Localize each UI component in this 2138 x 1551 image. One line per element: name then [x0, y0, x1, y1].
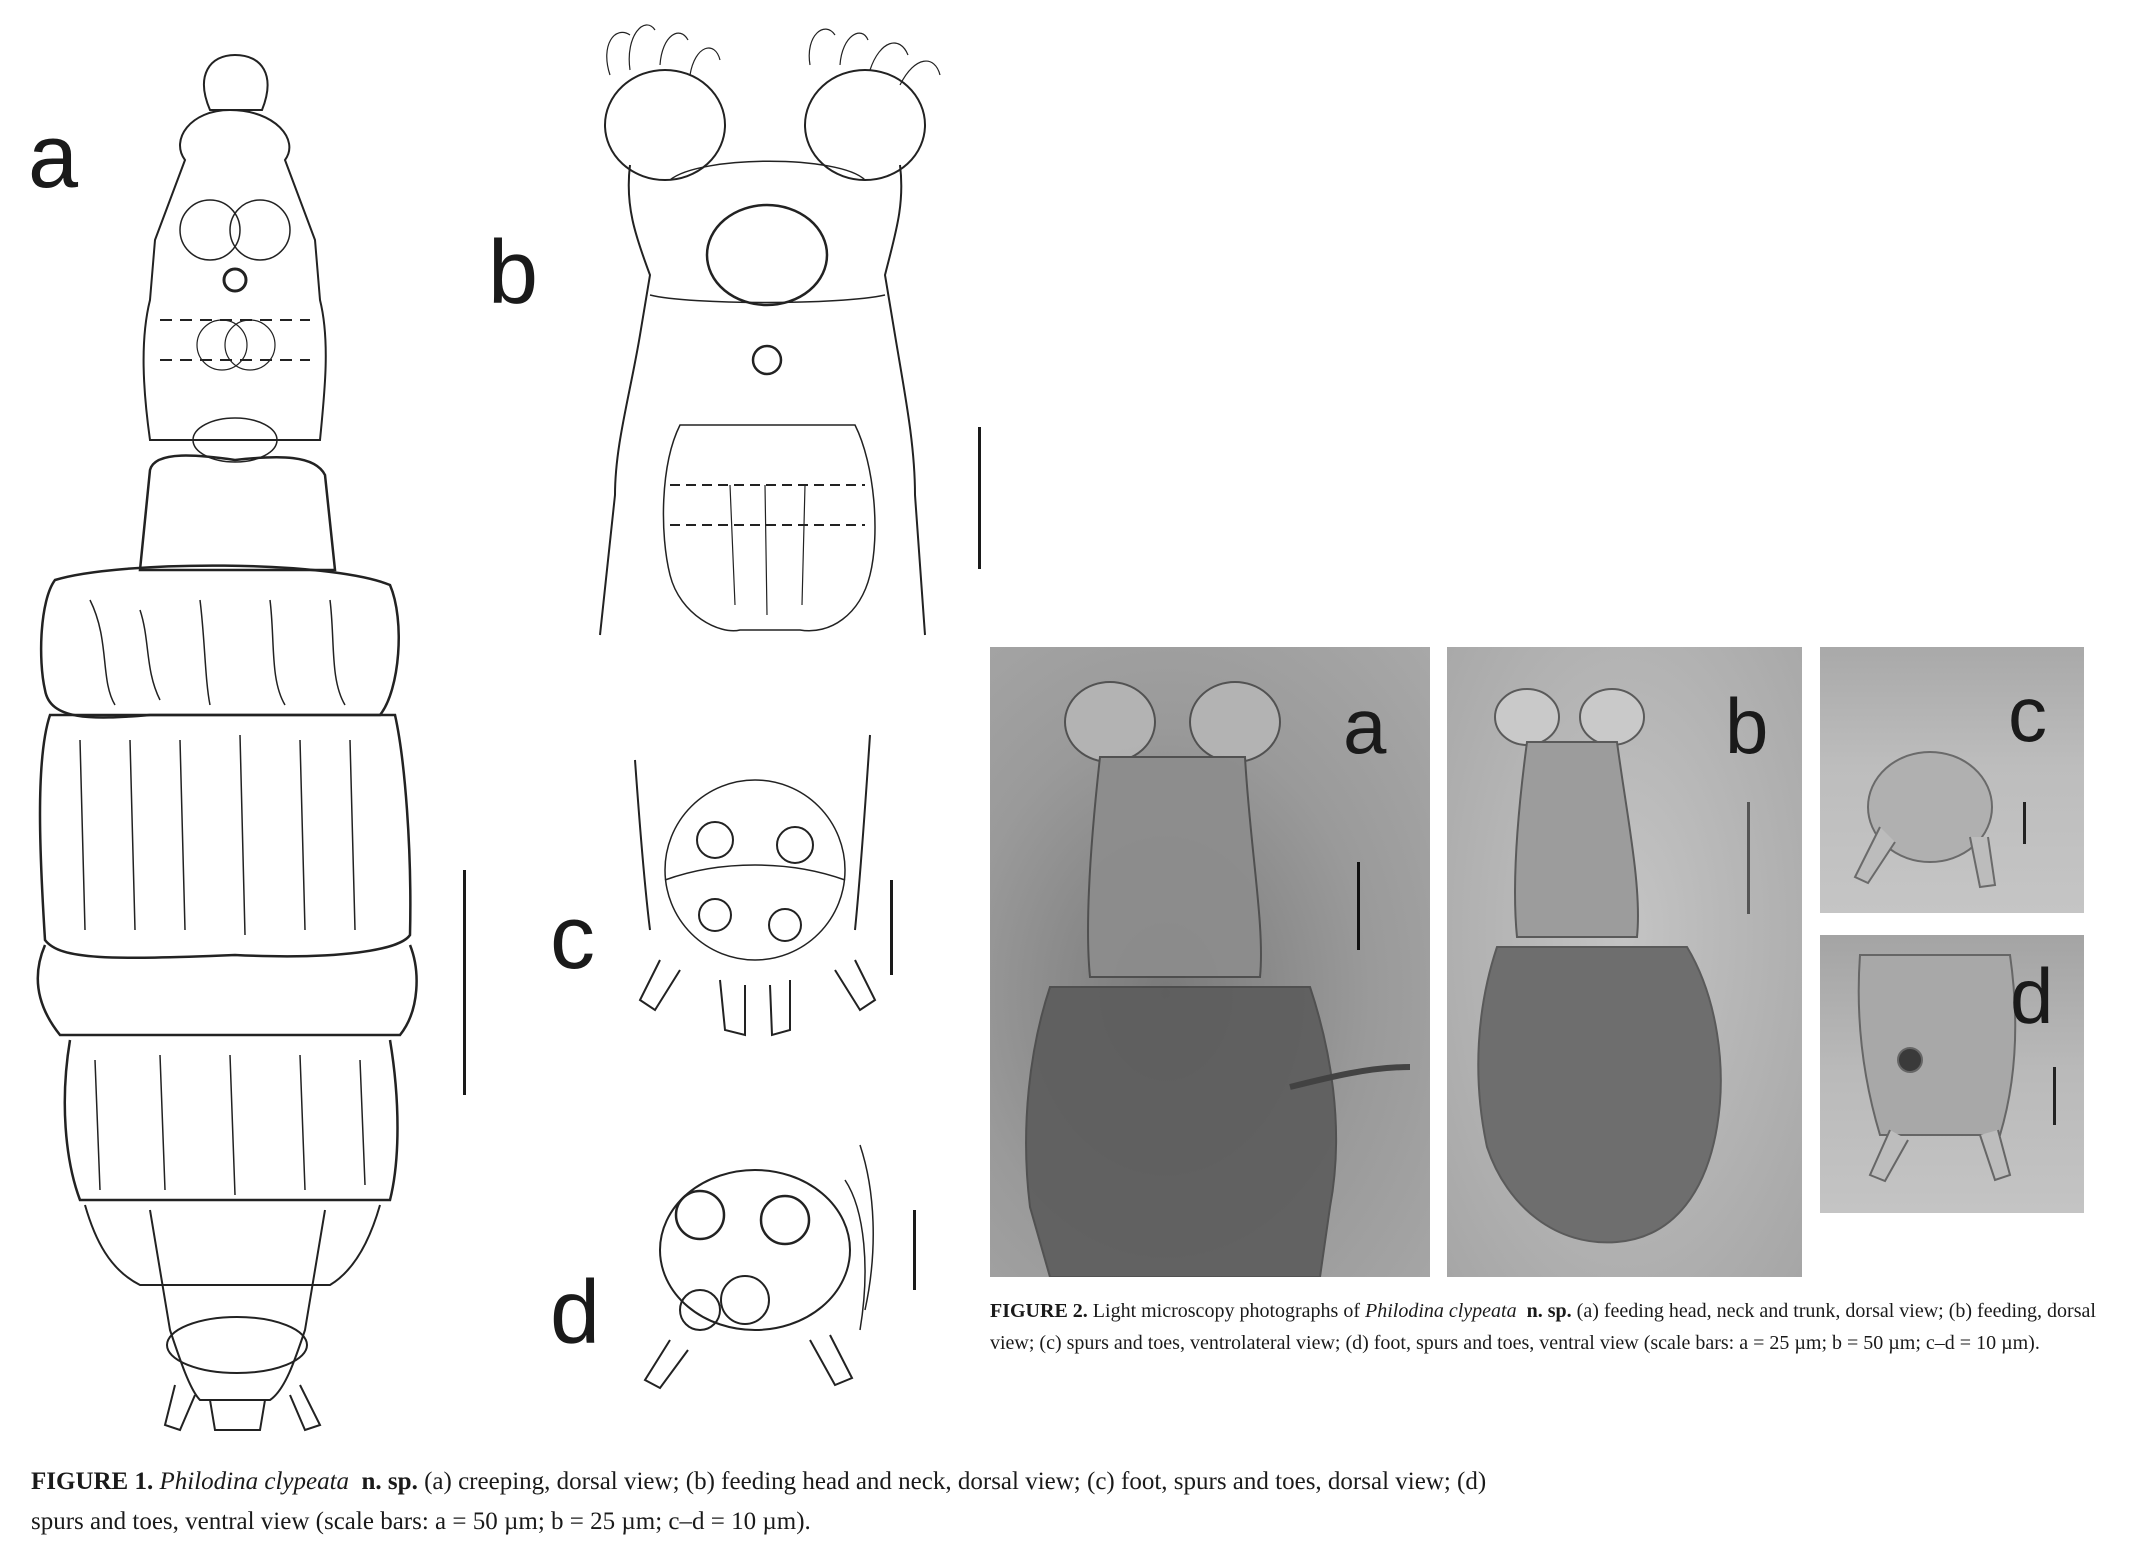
- figure2-caption: [990, 1295, 2138, 1359]
- figure1-scale-bar-a: [463, 870, 466, 1095]
- figure2-panel-b-label: b: [1725, 682, 1769, 770]
- figure2-caption-nsp: n. sp.: [1526, 1300, 1572, 1322]
- figure1-panel-c-label: c: [550, 888, 595, 988]
- figure2-caption-intro: Light microscopy photographs of: [1092, 1300, 1360, 1322]
- figure1-panel-b-label: b: [488, 223, 539, 323]
- figure2-scale-bar-c: [2023, 802, 2026, 844]
- figure2-photo-b: [1447, 647, 1802, 1277]
- figure1-panel-d-label: d: [550, 1263, 601, 1363]
- figure1-panel-a-drawing: [0, 0, 480, 1450]
- figure1-panel-a-label: a: [28, 107, 79, 207]
- figure1-panel-b-drawing: [570, 15, 970, 655]
- figure2-caption-species: Philodina clypeata: [1364, 1300, 1517, 1322]
- figure1-panel-d-drawing: [620, 1140, 890, 1410]
- figure2-scale-bar-b: [1747, 802, 1750, 914]
- figure2-scale-bar-a: [1357, 862, 1360, 950]
- figure2-panel-d-label: d: [2010, 952, 2054, 1040]
- figure1-caption-label: FIGURE 1.: [31, 1468, 154, 1495]
- figure2-caption-label: FIGURE 2.: [990, 1300, 1088, 1322]
- figure1-caption-text: (a) creeping, dorsal view; (b) feeding head and neck, dorsal view; (c) foot, spurs and toes, dorsal view; (d) spurs and toes, ventral view (scale bars: a = 50 µm; b = 25 µm; c–d = 10 µm).: [31, 1468, 1487, 1535]
- figure1-panel-c-drawing: [620, 730, 890, 1060]
- figure2-photo-c: [1820, 647, 2084, 913]
- figure2-panel-a-label: a: [1343, 682, 1387, 770]
- figure1-scale-bar-c: [890, 880, 893, 975]
- figure1-caption: [31, 1462, 1491, 1542]
- figure2-photo-d: [1820, 935, 2084, 1213]
- figure2-photo-a: [990, 647, 1430, 1277]
- figure1-caption-species: Philodina clypeata: [159, 1468, 350, 1495]
- figure2-panel-c-label: c: [2008, 670, 2047, 758]
- figure2-scale-bar-d: [2053, 1067, 2056, 1125]
- figure2-caption-text: (a) feeding head, neck and trunk, dorsal view; (b) feeding, dorsal view; (c) spurs and toes, ventrolateral view; (d) foot, spurs and toes, ventral view (scale bars: a = 25 µm; b = 50 µm; c–d = 10 µm).: [990, 1300, 2096, 1354]
- figure1-caption-nsp: n. sp.: [361, 1468, 418, 1495]
- figure1-scale-bar-b: [978, 427, 981, 569]
- figure1-scale-bar-d: [913, 1210, 916, 1290]
